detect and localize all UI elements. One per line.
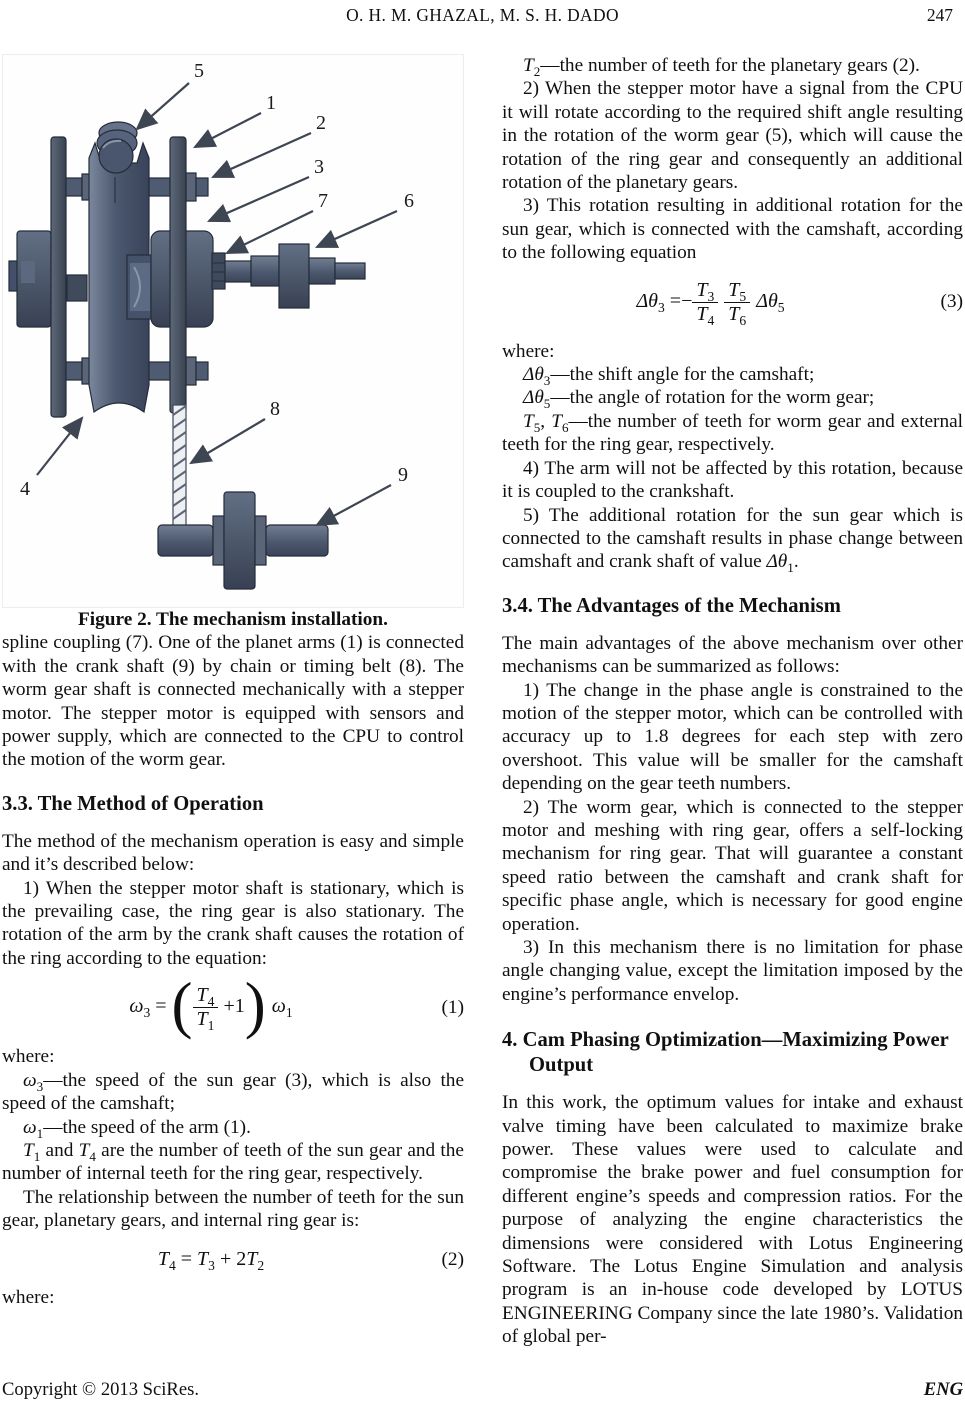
lower-left-pin (66, 362, 82, 380)
figure-arrow-8 (191, 419, 265, 463)
definition-T1-T4 (2, 1139, 464, 1186)
T-symbol: T (551, 410, 562, 432)
minus-sign: − (681, 289, 693, 312)
T-symbol: T (157, 1247, 169, 1270)
paragraph-advantage-2: 2) The worm gear, which is connected to the stepper motor and meshing with ring gear, offers a self-locking mechanism for ring gear. That will guarantee a constant speed ratio between the camshaft and crank shaft for specific phase angle, which is necessary for good engine operation. (502, 796, 963, 935)
equation-2 (2, 1248, 464, 1271)
subscript: 2 (257, 1257, 265, 1273)
equation-1 (2, 969, 464, 1040)
close-paren: ) (244, 969, 266, 1040)
T-symbol: T (196, 1008, 208, 1031)
subscript: 3 (543, 372, 551, 388)
figure-arrow-9 (317, 485, 391, 525)
section-heading-3-3: 3.3. The Method of Operation (2, 792, 264, 815)
delta-theta-symbol: Δθ (766, 551, 788, 573)
paragraph-text: 5) The additional rotation for the sun gear which is connected to the camshaft results in phase change between camshaft and crank shaft of value (502, 504, 963, 573)
equation-3-body (502, 278, 919, 328)
upper-right-stub (196, 178, 208, 196)
lower-right-collar (186, 357, 196, 385)
delta-theta-symbol: Δθ (523, 364, 544, 386)
where-label: where: (2, 1046, 55, 1068)
T-symbol: T (78, 1139, 90, 1161)
definition-T5-T6 (502, 410, 963, 457)
delta-theta-symbol: Δθ (636, 289, 658, 312)
paragraph-advantages-intro: The main advantages of the above mechanism over other mechanisms can be summarized as follows: (502, 632, 963, 678)
equation-2-body (2, 1248, 420, 1271)
timing-belt (173, 405, 186, 529)
figure-label-7: 7 (318, 190, 328, 212)
mechanism-figure-image (2, 54, 464, 608)
paragraph-text: . (793, 551, 799, 573)
definition-text: —the number of teeth for worm gear and external teeth for the ring gear, respectively. (502, 410, 963, 456)
definition-text: , (540, 410, 552, 432)
T-symbol: T (523, 410, 534, 432)
subscript: 3 (658, 299, 665, 315)
paragraph-step-5 (502, 504, 963, 574)
subscript: 5 (533, 419, 541, 435)
definition-text: —the speed of the arm (1). (43, 1116, 251, 1138)
T-symbol: T (696, 302, 708, 325)
definition-delta-theta-3 (502, 363, 963, 386)
camshaft-step-2 (251, 256, 279, 286)
bearing-block (279, 244, 309, 308)
T-symbol: T (728, 302, 740, 325)
paragraph-continuation: spline coupling (7). One of the planet arms (1) is connected with the crank shaft (9) by chain or timing belt (8). The worm gear shaft is connected mechanically with a stepper motor. The stepper motor is equipped with sensors and power supply, which are connected to the CPU to control the motion of the worm gear. (2, 632, 464, 771)
equation-3 (502, 278, 963, 328)
section-heading-3-4: 3.4. The Advantages of the Mechanism (502, 594, 841, 617)
left-end-highlight (21, 261, 35, 283)
subscript: 3 (36, 1078, 44, 1094)
upper-right-collar (186, 173, 196, 201)
omega-symbol: ω (129, 995, 144, 1018)
camshaft-end (335, 263, 365, 279)
left-column (2, 54, 464, 1349)
definition-omega1 (2, 1116, 464, 1139)
upper-right-pin (149, 178, 170, 196)
journal-abbreviation: ENG (923, 1378, 963, 1400)
definition-omega3 (2, 1069, 464, 1116)
lower-right-pin (149, 362, 170, 380)
definition-text: are the number of teeth of the sun gear and the number of internal teeth for the ring gear, respectively. (2, 1139, 464, 1185)
figure-arrow-6 (317, 211, 397, 247)
definition-delta-theta-5 (502, 386, 963, 412)
running-head-authors: O. H. M. GHAZAL, M. S. H. DADO (346, 5, 619, 25)
omega-symbol: ω (23, 1069, 37, 1091)
T-symbol: T (523, 55, 534, 76)
omega-symbol: ω (23, 1116, 37, 1138)
figure-arrow-3 (209, 177, 309, 221)
spline-coupling (212, 253, 225, 289)
subscript: 5 (777, 299, 785, 315)
lower-right-stub (196, 362, 208, 380)
figure-label-3: 3 (314, 156, 324, 178)
definition-text: —the speed of the sun gear (3), which is also the speed of the camshaft; (2, 1069, 464, 1115)
T-symbol: T (196, 984, 208, 1007)
equals-sign: = (155, 995, 167, 1018)
paragraph-step-3: 3) This rotation resulting in additional rotation for the sun gear, which is connected with the camshaft, according to the following equation (502, 195, 963, 264)
subscript: 1 (36, 1125, 44, 1141)
subscript: 4 (89, 1148, 96, 1164)
subscript: 4 (207, 994, 215, 1010)
paragraph-step-2: 2) When the stepper motor have a signal from the CPU it will rotate according to the required shift angle resulting in the rotation of the worm gear (5), which will cause the rotation of the ring gear and consequently an additional rotation of the planetary gears. (502, 78, 963, 194)
paragraph-advantage-3: 3) In this mechanism there is no limitation for phase angle changing value, except the limitation imposed by the engine’s performance envelop. (502, 937, 963, 1005)
T-symbol: T (197, 1247, 209, 1270)
right-column (502, 54, 963, 1349)
subscript: 1 (285, 1005, 293, 1021)
figure-label-4: 4 (20, 478, 30, 500)
subscript: 4 (168, 1257, 176, 1273)
T-symbol: T (246, 1247, 258, 1270)
figure-arrow-4 (37, 418, 82, 475)
equation-1-number: (1) (441, 997, 464, 1019)
subscript: 5 (739, 288, 747, 304)
subscript: 1 (787, 560, 794, 576)
subscript: 1 (33, 1148, 41, 1164)
figure-caption: Figure 2. The mechanism installation. (78, 609, 388, 630)
left-arm-plate (51, 137, 66, 417)
subscript: 2 (533, 63, 541, 79)
plus-one: +1 (223, 995, 245, 1018)
paragraph-cam-phasing: In this work, the optimum values for intake and exhaust valve timing have been calculated to maximize brake power. These values were used to calculate and compromise the brake power and fuel consumption for different engine’s speeds and compression ratios. For the purpose of analyzing the engine characteristics the dimensions were considered with Lotus Engineering Software. The Lotus Engine Simulation and analysis program is an in-house code developed by LOTUS ENGINEERING Company since the late 1980’s. Validation of global per- (502, 1092, 963, 1348)
worm-gear-front (99, 139, 133, 173)
subscript: 3 (143, 1005, 151, 1021)
figure-arrow-5 (137, 83, 189, 129)
fraction-T3-T4 (692, 278, 718, 328)
figure-label-6: 6 (404, 190, 414, 212)
figure-label-9: 9 (398, 464, 408, 486)
definition-text: —the angle of rotation for the worm gear; (550, 387, 875, 409)
plus-sign: + (219, 1247, 232, 1270)
subscript: 4 (707, 312, 715, 328)
mid-left-block (67, 275, 87, 301)
right-arm-plate (170, 137, 186, 413)
subscript: 6 (561, 419, 569, 435)
T-symbol: T (696, 278, 708, 301)
subscript: 3 (208, 1257, 215, 1273)
subscript: 1 (207, 1018, 215, 1034)
delta-theta-symbol: Δθ (523, 387, 544, 409)
figure-label-5: 5 (194, 60, 204, 82)
equation-1-body (2, 969, 420, 1040)
fraction-T4-T1 (193, 984, 219, 1034)
equation-3-number: (3) (940, 291, 963, 313)
equals-sign: = (180, 1247, 193, 1270)
upper-left-pin (66, 178, 82, 196)
page-number: 247 (926, 5, 953, 25)
open-paren: ( (171, 969, 193, 1040)
paragraph-step-1: 1) When the stepper motor shaft is stationary, which is the prevailing case, the ring gear is also stationary. The rotation of the arm by the crank shaft causes the rotation of the ring according to the equation: (2, 877, 464, 969)
two-column-content (2, 54, 963, 1349)
paragraph-relationship: The relationship between the number of teeth for the sun gear, planetary gears, and internal ring gear is: (2, 1186, 464, 1232)
figure-arrow-2 (213, 133, 311, 177)
definition-text: —the shift angle for the camshaft; (550, 364, 815, 386)
camshaft-step-3 (309, 258, 335, 284)
T-symbol: T (23, 1139, 34, 1161)
subscript: 6 (739, 312, 747, 328)
where-label: where: (502, 340, 555, 362)
figure-2 (2, 54, 464, 631)
figure-arrow-1 (195, 113, 261, 147)
section-heading-4: 4. Cam Phasing Optimization—Maximizing Power Output (502, 1029, 949, 1077)
page-header (2, 4, 963, 28)
paragraph-step-4: 4) The arm will not be affected by this rotation, because it is coupled to the crankshaft. (502, 457, 963, 503)
figure-label-2: 2 (316, 112, 326, 134)
delta-theta-symbol: Δθ (756, 289, 778, 312)
definition-T2 (502, 54, 963, 77)
where-label: where: (2, 1286, 55, 1308)
equation-2-number: (2) (441, 1248, 464, 1270)
omega-symbol: ω (271, 995, 286, 1018)
definition-text: —the number of teeth for the planetary gears (2). (540, 55, 920, 76)
camshaft-step-1 (225, 261, 251, 282)
fraction-T5-T6 (724, 278, 750, 328)
copyright-notice: Copyright © 2013 SciRes. (2, 1378, 199, 1400)
T-symbol: T (728, 278, 740, 301)
equals-sign: = (669, 289, 682, 312)
paragraph-method: The method of the mechanism operation is easy and simple and it’s described below: (2, 830, 464, 876)
subscript: 5 (543, 396, 551, 412)
paragraph-advantage-1: 1) The change in the phase angle is constrained to the motion of the stepper motor, which can be controlled with accuracy up to 1.8 degrees for each step with zero overshoot. This value will be smaller for the camshaft depending on the gear teeth numbers. (502, 679, 963, 795)
figure-label-8: 8 (270, 398, 280, 420)
figure-label-1: 1 (266, 92, 276, 114)
definition-text: and (40, 1139, 79, 1161)
coefficient: 2 (236, 1247, 247, 1270)
page-footer (2, 1377, 963, 1401)
planetary-gear-assembly (9, 122, 365, 589)
subscript: 3 (707, 288, 715, 304)
